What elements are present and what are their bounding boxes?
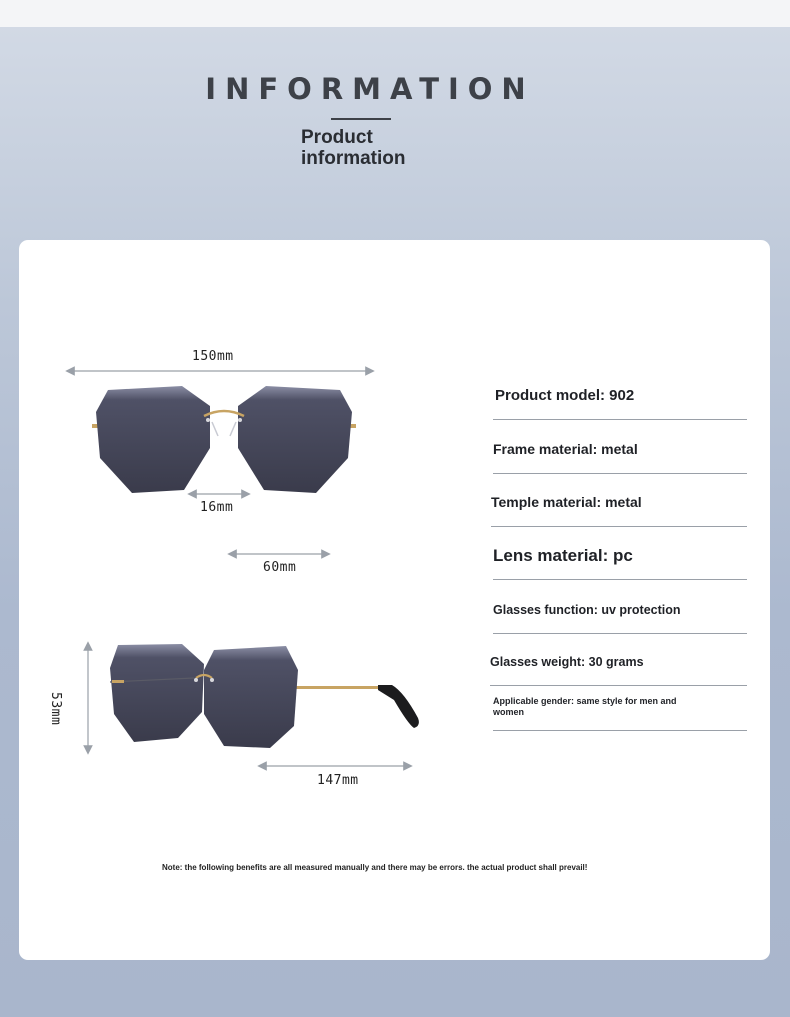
dim-bridge: 16mm <box>200 500 234 515</box>
spec-glasses-function: Glasses function: uv protection <box>493 580 747 634</box>
title-divider <box>331 118 391 120</box>
subtitle-line-2: information <box>301 148 406 169</box>
spec-frame-material: Frame material: metal <box>493 420 747 474</box>
spec-list <box>490 368 747 731</box>
page-title: INFORMATION <box>205 72 535 106</box>
spec-glasses-weight: Glasses weight: 30 grams <box>490 634 747 686</box>
dim-lens-height: 53mm <box>48 692 63 726</box>
page-subtitle <box>301 127 406 169</box>
glasses-front-illustration <box>64 340 384 580</box>
dim-lens-width: 60mm <box>263 560 297 575</box>
spec-temple-material: Temple material: metal <box>491 474 747 527</box>
measurement-note: Note: the following benefits are all measured manually and there may be errors. the actual product shall prevail! <box>162 863 588 872</box>
subtitle-line-1: Product <box>301 127 373 148</box>
left-lens <box>96 386 210 493</box>
spec-product-model: Product model: 902 <box>493 368 747 420</box>
info-card <box>19 240 770 960</box>
dim-total-width: 150mm <box>192 349 234 364</box>
side-right-lens <box>204 646 298 748</box>
right-lens <box>238 386 352 493</box>
side-left-lens <box>110 644 204 742</box>
spec-applicable-gender: Applicable gender: same style for men and women <box>493 696 677 717</box>
dim-temple-length: 147mm <box>317 773 359 788</box>
top-strip <box>0 0 790 27</box>
spec-lens-material: Lens material: pc <box>493 527 747 580</box>
glasses-side-illustration <box>74 630 434 780</box>
